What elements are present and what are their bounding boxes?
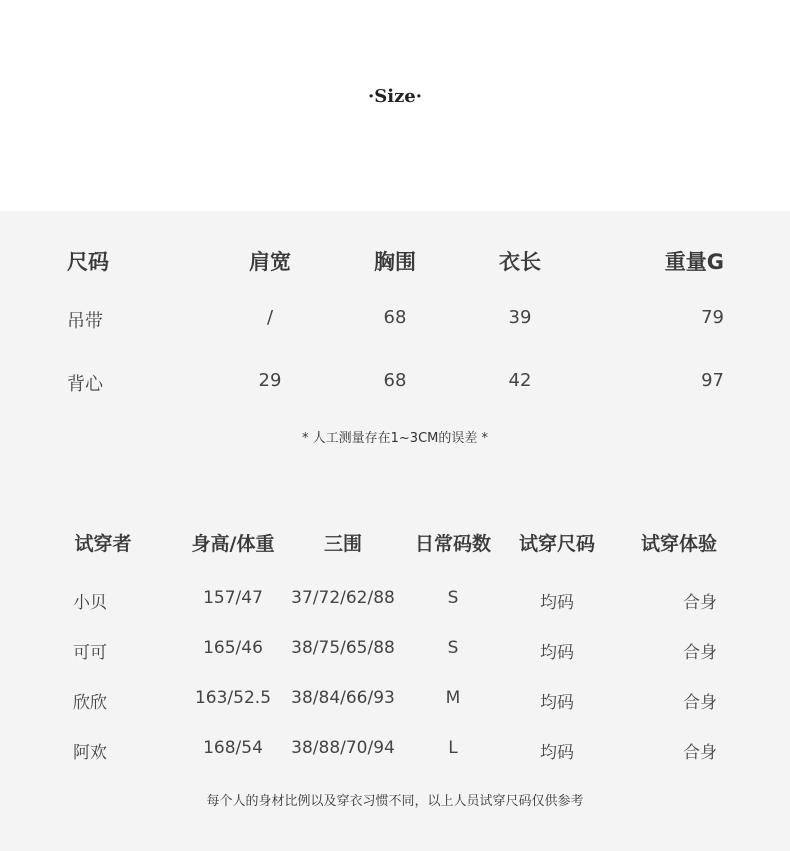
size-row-chest: 68 bbox=[383, 370, 407, 391]
tryon-row-fit: 合身 bbox=[683, 743, 717, 763]
measurement-note: * 人工测量存在1~3CM的误差 * bbox=[302, 431, 488, 446]
size-row-shoulder: 29 bbox=[258, 370, 282, 391]
size-header-length: 衣长 bbox=[499, 250, 541, 274]
tryon-row-usual-size: M bbox=[445, 688, 461, 708]
tryon-row-tried-size: 均码 bbox=[540, 693, 574, 713]
size-row-weight: 79 bbox=[701, 307, 724, 328]
tryon-row-name: 小贝 bbox=[73, 593, 107, 613]
tryon-row-height-weight: 163/52.5 bbox=[194, 688, 272, 708]
tryon-header-fit: 试穿体验 bbox=[640, 533, 717, 555]
size-row-length: 42 bbox=[508, 370, 532, 391]
size-row-label: 吊带 bbox=[67, 311, 103, 332]
tryon-row-usual-size: S bbox=[447, 588, 459, 608]
tryon-header-usual-size: 日常码数 bbox=[414, 533, 492, 555]
tryon-row-measurements: 38/88/70/94 bbox=[291, 738, 395, 758]
size-header-size: 尺码 bbox=[67, 250, 109, 274]
tryon-row-fit: 合身 bbox=[683, 693, 717, 713]
size-row-weight: 97 bbox=[701, 370, 724, 391]
tryon-row-tried-size: 均码 bbox=[540, 743, 574, 763]
title-section bbox=[0, 0, 790, 211]
size-header-chest: 胸围 bbox=[374, 250, 416, 274]
tryon-header-height-weight: 身高/体重 bbox=[191, 533, 275, 555]
tryon-row-measurements: 38/75/65/88 bbox=[291, 638, 395, 658]
tryon-row-height-weight: 165/46 bbox=[203, 638, 263, 658]
tryon-row-fit: 合身 bbox=[683, 593, 717, 613]
tryon-row-measurements: 38/84/66/93 bbox=[291, 688, 395, 708]
tryon-row-fit: 合身 bbox=[683, 643, 717, 663]
size-row-length: 39 bbox=[508, 307, 532, 328]
size-header-shoulder: 肩宽 bbox=[249, 250, 291, 274]
tryon-header-tried-size: 试穿尺码 bbox=[518, 533, 596, 555]
tryon-row-measurements: 37/72/62/88 bbox=[291, 588, 395, 608]
tryon-header-measurements: 三围 bbox=[323, 533, 363, 555]
tryon-row-tried-size: 均码 bbox=[540, 593, 574, 613]
tryon-row-name: 可可 bbox=[73, 643, 107, 663]
size-header-weight: 重量G bbox=[664, 250, 724, 274]
tryon-row-usual-size: L bbox=[448, 738, 458, 758]
tryon-row-usual-size: S bbox=[447, 638, 459, 658]
tryon-row-height-weight: 157/47 bbox=[203, 588, 263, 608]
tryon-row-tried-size: 均码 bbox=[540, 643, 574, 663]
tryon-note: 每个人的身材比例以及穿衣习惯不同，以上人员试穿尺码仅供参考 bbox=[206, 794, 584, 809]
size-row-chest: 68 bbox=[383, 307, 407, 328]
tryon-header-model: 试穿者 bbox=[74, 533, 132, 555]
tryon-row-height-weight: 168/54 bbox=[203, 738, 263, 758]
size-title: ·Size· bbox=[367, 86, 423, 107]
size-row-shoulder: / bbox=[266, 307, 274, 328]
tryon-row-name: 欣欣 bbox=[73, 693, 107, 713]
tryon-row-name: 阿欢 bbox=[73, 743, 107, 763]
size-panel bbox=[0, 211, 790, 851]
size-row-label: 背心 bbox=[67, 374, 103, 395]
